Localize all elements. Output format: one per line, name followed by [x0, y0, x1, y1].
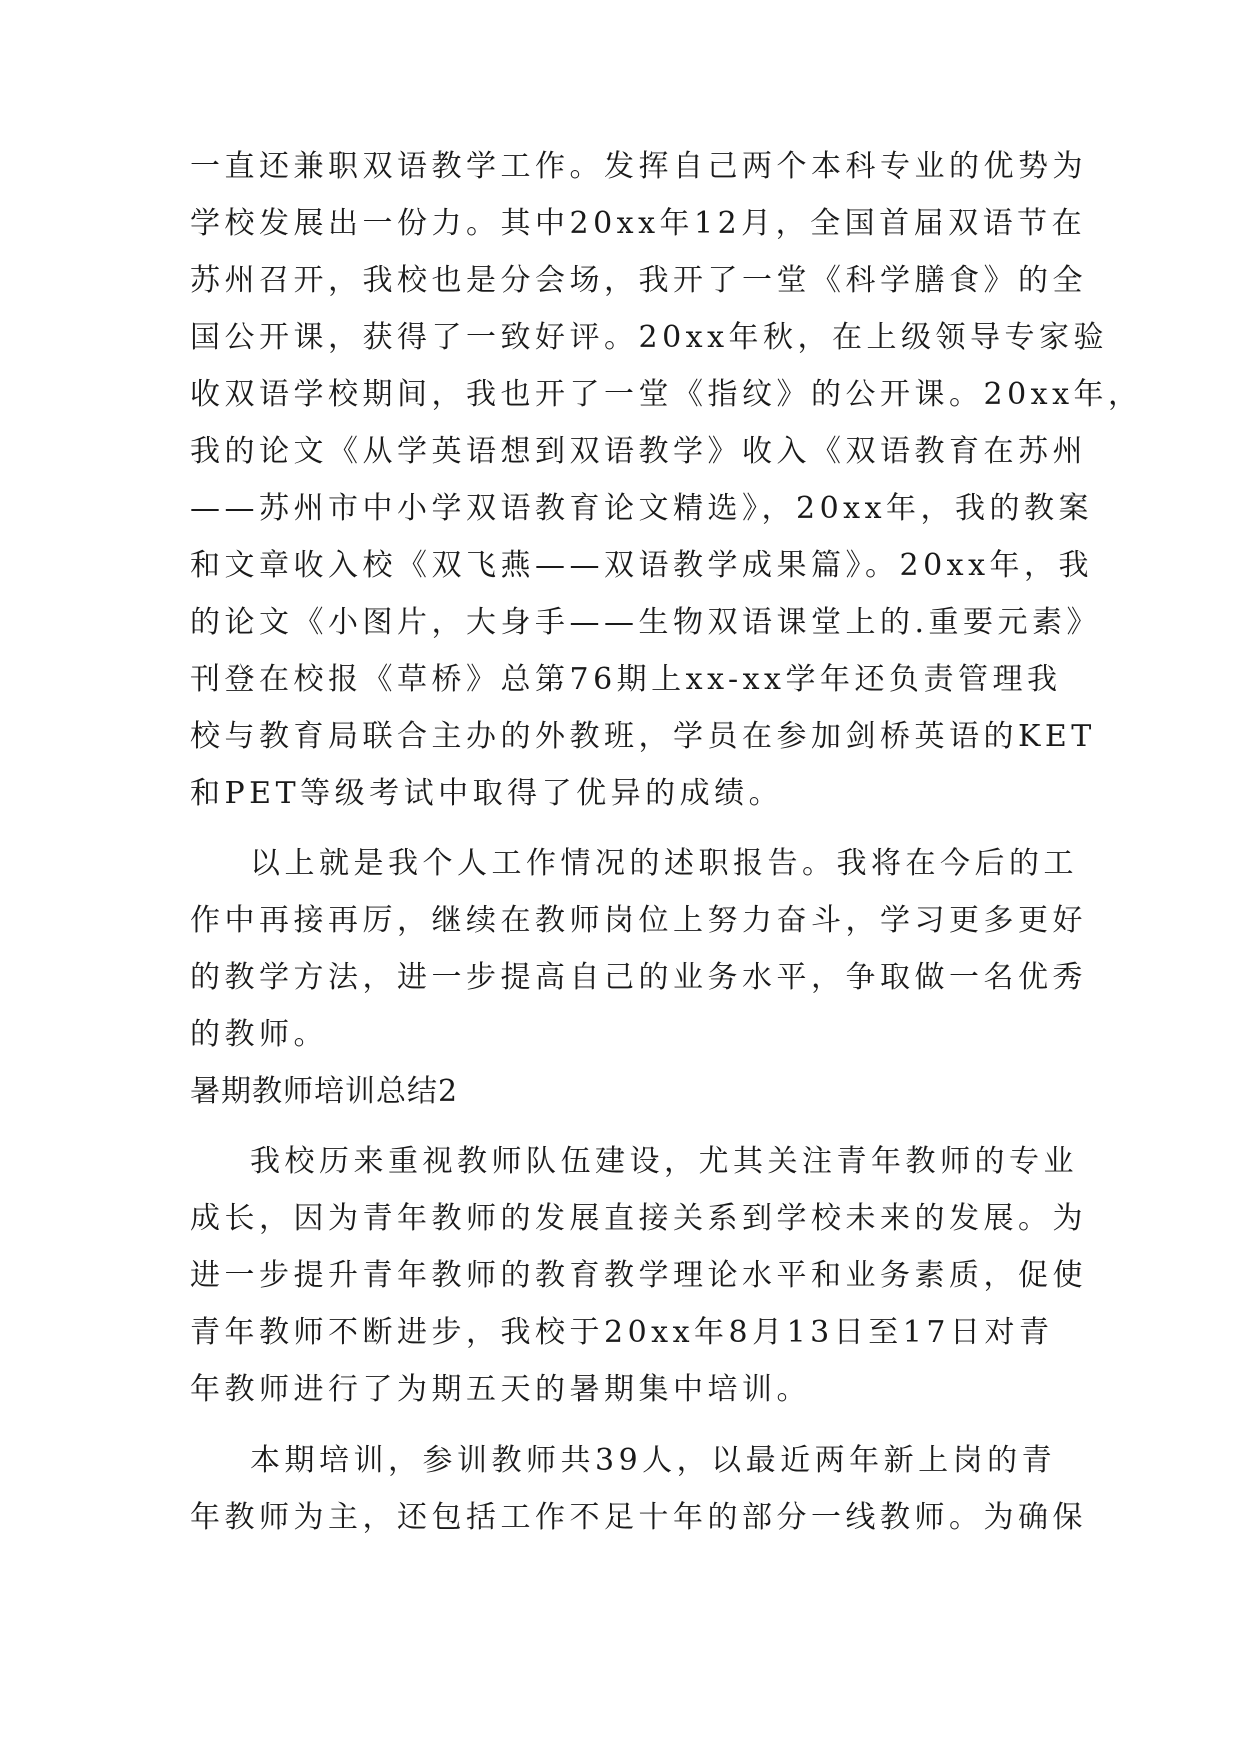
paragraph-line: 年教师为主，还包括工作不足十年的部分一线教师。为确保: [190, 1500, 1087, 1535]
paragraph-line: 进一步提升青年教师的教育教学理论水平和业务素质，促使: [190, 1258, 1087, 1293]
paragraph-line: 一直还兼职双语教学工作。发挥自己两个本科专业的优势为: [190, 149, 1087, 184]
paragraph-line: ——苏州市中小学双语教育论文精选》，20xx年，我的教案: [190, 491, 1094, 526]
paragraph-line: 青年教师不断进步，我校于20xx年8月13日至17日对青: [190, 1315, 1054, 1350]
paragraph-line: 的教学方法，进一步提高自己的业务水平，争取做一名优秀: [190, 960, 1087, 995]
paragraph-line: 本期培训，参训教师共39人，以最近两年新上岗的青: [250, 1443, 1057, 1478]
paragraph-line: 和PET等级考试中取得了优异的成绩。: [190, 776, 784, 811]
paragraph-line: 我校历来重视教师队伍建设，尤其关注青年教师的专业: [250, 1144, 1078, 1179]
paragraph-line: 刊登在校报《草桥》总第76期上xx-xx学年还负责管理我: [190, 662, 1062, 697]
section-heading: 暑期教师培训总结2: [190, 1074, 459, 1109]
paragraph-line: 的教师。: [190, 1017, 328, 1052]
paragraph-line: 的论文《小图片，大身手——生物双语课堂上的.重要元素》: [190, 605, 1102, 640]
paragraph-line: 和文章收入校《双飞燕——双语教学成果篇》。20xx年，我: [190, 548, 1094, 583]
paragraph-line: 我的论文《从学英语想到双语教学》收入《双语教育在苏州: [190, 434, 1087, 469]
paragraph-line: 收双语学校期间，我也开了一堂《指纹》的公开课。20xx年，: [190, 377, 1143, 412]
paragraph-line: 学校发展出一份力。其中20xx年12月，全国首届双语节在: [190, 206, 1087, 241]
paragraph-line: 成长，因为青年教师的发展直接关系到学校未来的发展。为: [190, 1201, 1087, 1236]
paragraph-line: 以上就是我个人工作情况的述职报告。我将在今后的工: [250, 846, 1078, 881]
paragraph-line: 作中再接再厉，继续在教师岗位上努力奋斗，学习更多更好: [190, 903, 1087, 938]
paragraph-line: 国公开课，获得了一致好评。20xx年秋，在上级领导专家验: [190, 320, 1109, 355]
paragraph-line: 校与教育局联合主办的外教班，学员在参加剑桥英语的KET: [190, 719, 1096, 754]
paragraph-line: 年教师进行了为期五天的暑期集中培训。: [190, 1372, 811, 1407]
paragraph-line: 苏州召开，我校也是分会场，我开了一堂《科学膳食》的全: [190, 263, 1087, 298]
